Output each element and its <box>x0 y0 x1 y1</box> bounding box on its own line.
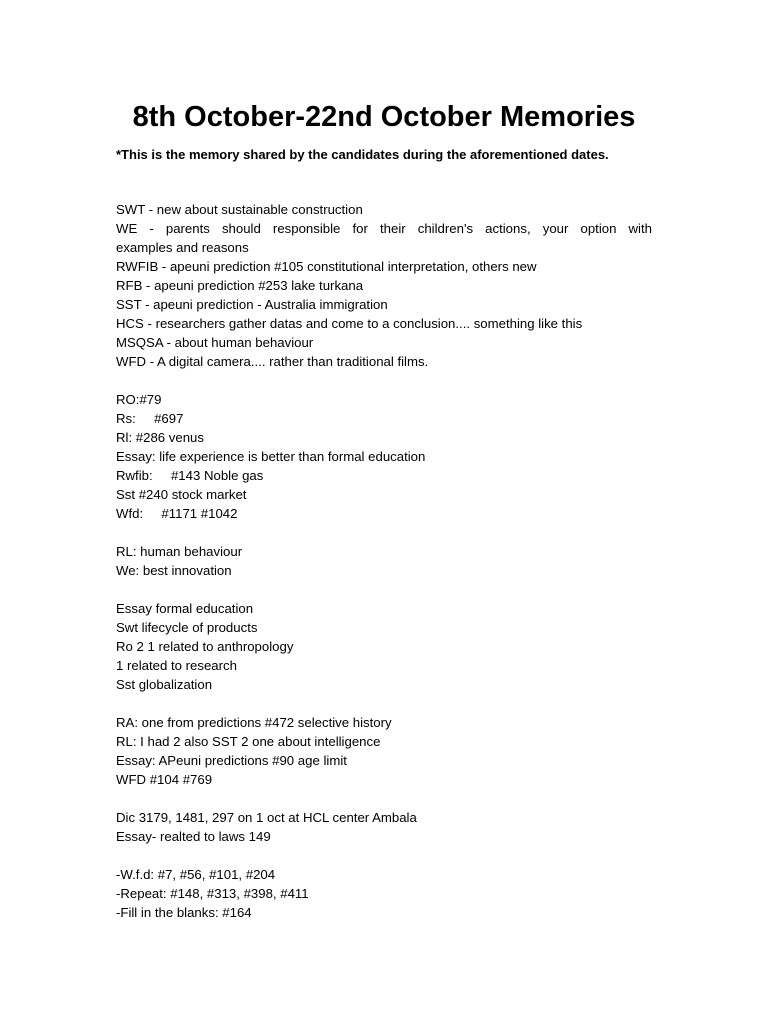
text-line: Essay- realted to laws 149 <box>116 829 271 844</box>
text-line: -W.f.d: #7, #56, #101, #204 <box>116 867 276 882</box>
text-line: Swt lifecycle of products <box>116 620 258 635</box>
text-line: Essay: APeuni predictions #90 age limit <box>116 753 347 768</box>
text-line: WFD - A digital camera.... rather than traditional films. <box>116 354 429 369</box>
text-line: Rwfib: #143 Noble gas <box>116 468 264 483</box>
text-line: -Repeat: #148, #313, #398, #411 <box>116 886 309 901</box>
text-line: WFD #104 #769 <box>116 772 213 787</box>
text-line: SWT - new about sustainable construction <box>116 202 363 217</box>
text-line: RL: I had 2 also SST 2 one about intelligence <box>116 734 381 749</box>
blank-line <box>116 789 652 808</box>
page-subtitle: *This is the memory shared by the candidates during the aforementioned dates. <box>116 147 609 162</box>
memory-notes <box>116 200 652 922</box>
text-line: RO:#79 <box>116 392 162 407</box>
blank-line <box>116 371 652 390</box>
blank-line <box>116 846 652 865</box>
blank-line <box>116 523 652 542</box>
text-line: Sst #240 stock market <box>116 487 247 502</box>
text-line: Essay formal education <box>116 601 254 616</box>
text-line: Rs: #697 <box>116 411 184 426</box>
text-line: WE - parents should responsible for their children's actions, your option with <box>116 221 652 236</box>
blank-line <box>116 580 652 599</box>
page-title: 8th October-22nd October Memories <box>132 101 636 133</box>
text-line: MSQSA - about human behaviour <box>116 335 314 350</box>
text-line: Wfd: #1171 #1042 <box>116 506 238 521</box>
text-line: Ro 2 1 related to anthropology <box>116 639 294 654</box>
text-line: -Fill in the blanks: #164 <box>116 905 252 920</box>
text-line: RWFIB - apeuni prediction #105 constitutional interpretation, others new <box>116 259 537 274</box>
text-line: SST - apeuni prediction - Australia immigration <box>116 297 388 312</box>
text-line: Rl: #286 venus <box>116 430 204 445</box>
blank-line <box>116 694 652 713</box>
text-line: Dic 3179, 1481, 297 on 1 oct at HCL center Ambala <box>116 810 417 825</box>
text-line: Sst globalization <box>116 677 213 692</box>
text-line: examples and reasons <box>116 240 249 255</box>
text-line: RFB - apeuni prediction #253 lake turkana <box>116 278 364 293</box>
text-line: 1 related to research <box>116 658 237 673</box>
text-line: HCS - researchers gather datas and come to a conclusion.... something like this <box>116 316 583 331</box>
text-line: Essay: life experience is better than formal education <box>116 449 426 464</box>
text-line: We: best innovation <box>116 563 232 578</box>
text-line: RA: one from predictions #472 selective history <box>116 715 392 730</box>
text-line: RL: human behaviour <box>116 544 243 559</box>
